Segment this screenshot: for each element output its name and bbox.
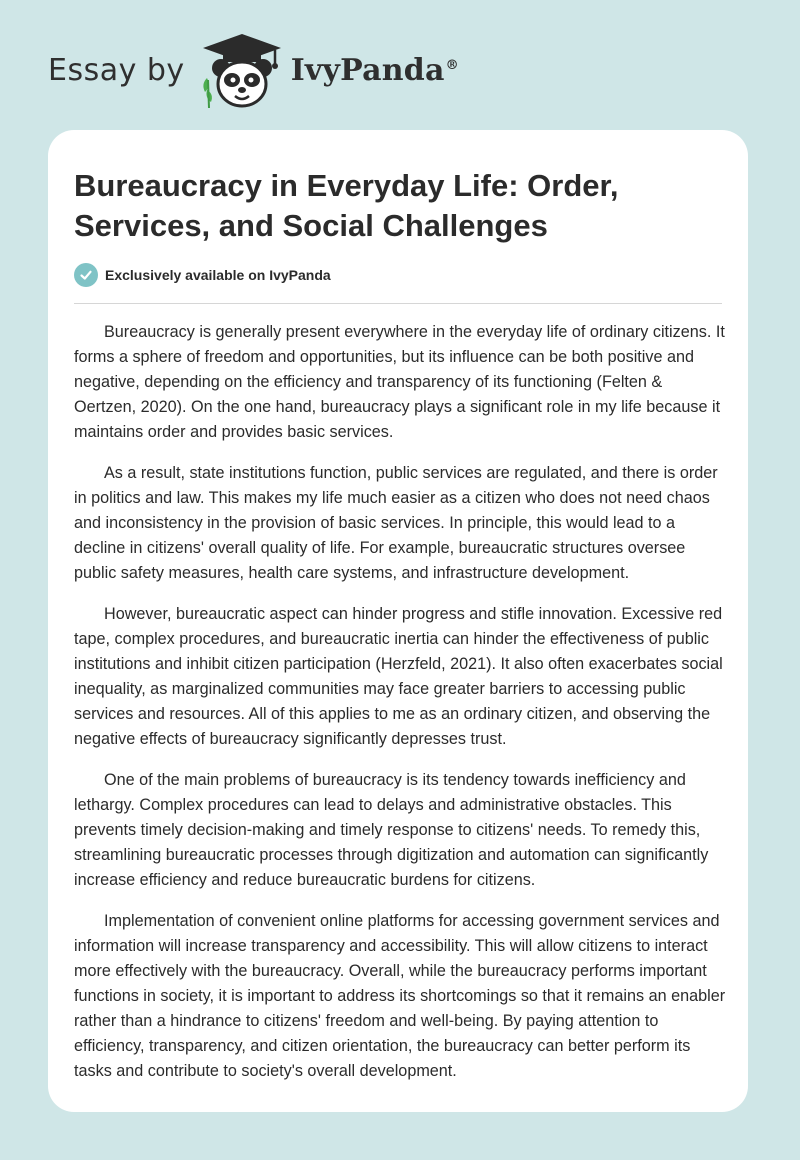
essay-title: Bureaucracy in Everyday Life: Order, Services, and Social Challenges: [74, 168, 619, 243]
essay-paragraph: Implementation of convenient online platforms for accessing government services and information will increase transparency and accessibility. This will allow citizens to interact more effectively with the bureaucracy. Overall, while the bureaucracy performs important functions in society, it is important to address its shortcomings so that it remains an enabler rather than a hindrance to citizens' freedom and well-being. By paying attention to efficiency, transparency, and citizen orientation, the bureaucracy can better perform its tasks and contribute to society's overall development.: [74, 912, 726, 1080]
essay-card: [48, 130, 748, 1112]
essay-paragraph: Bureaucracy is generally present everywhere in the everyday life of ordinary citizens. It forms a sphere of freedom and opportunities, but its influence can be both positive and negative, depending on the efficiency and transparency of its functioning (Felten & Oertzen, 2020). On the one hand, bureaucracy plays a significant role in my life because it maintains order and provides basic services.: [74, 323, 725, 441]
registered-mark: ®: [445, 57, 459, 73]
essay-body: [74, 320, 726, 1100]
exclusive-badge: [74, 263, 331, 287]
essay-paragraph: One of the main problems of bureaucracy is its tendency towards inefficiency and lethargy. Complex procedures can lead to delays and administrative obstacles. This prevents timely decision-making and timely response to citizens' needs. To remedy this, streamlining bureaucratic processes through digitization and automation can significantly increase efficiency and reduce bureaucratic burdens for citizens.: [74, 771, 709, 889]
panda-graduate-icon[interactable]: [199, 30, 285, 110]
site-header: [48, 30, 459, 110]
check-icon: [74, 263, 98, 287]
essay-paragraph: As a result, state institutions function, public services are regulated, and there is order in politics and law. This makes my life much easier as a citizen who does not need chaos and inconsistency in the provision of basic services. In principle, this would lead to a decline in citizens' overall quality of life. For example, bureaucratic structures oversee public safety measures, health care systems, and infrastructure development.: [74, 464, 718, 582]
title-divider: [74, 303, 722, 304]
brand-name[interactable]: IvyPanda®: [290, 52, 459, 88]
essay-by-label: Essay by: [48, 52, 185, 88]
exclusive-badge-text: Exclusively available on IvyPanda: [105, 267, 331, 283]
essay-paragraph: However, bureaucratic aspect can hinder progress and stifle innovation. Excessive red tape, complex procedures, and bureaucratic inertia can hinder the effectiveness of public institutions and inhibit citizen participation (Herzfeld, 2021). It also often exacerbates social inequality, as marginalized communities may face greater barriers to accessing public services and resources. All of this applies to me as an ordinary citizen, and observing the negative effects of bureaucracy significantly depresses trust.: [74, 605, 723, 748]
